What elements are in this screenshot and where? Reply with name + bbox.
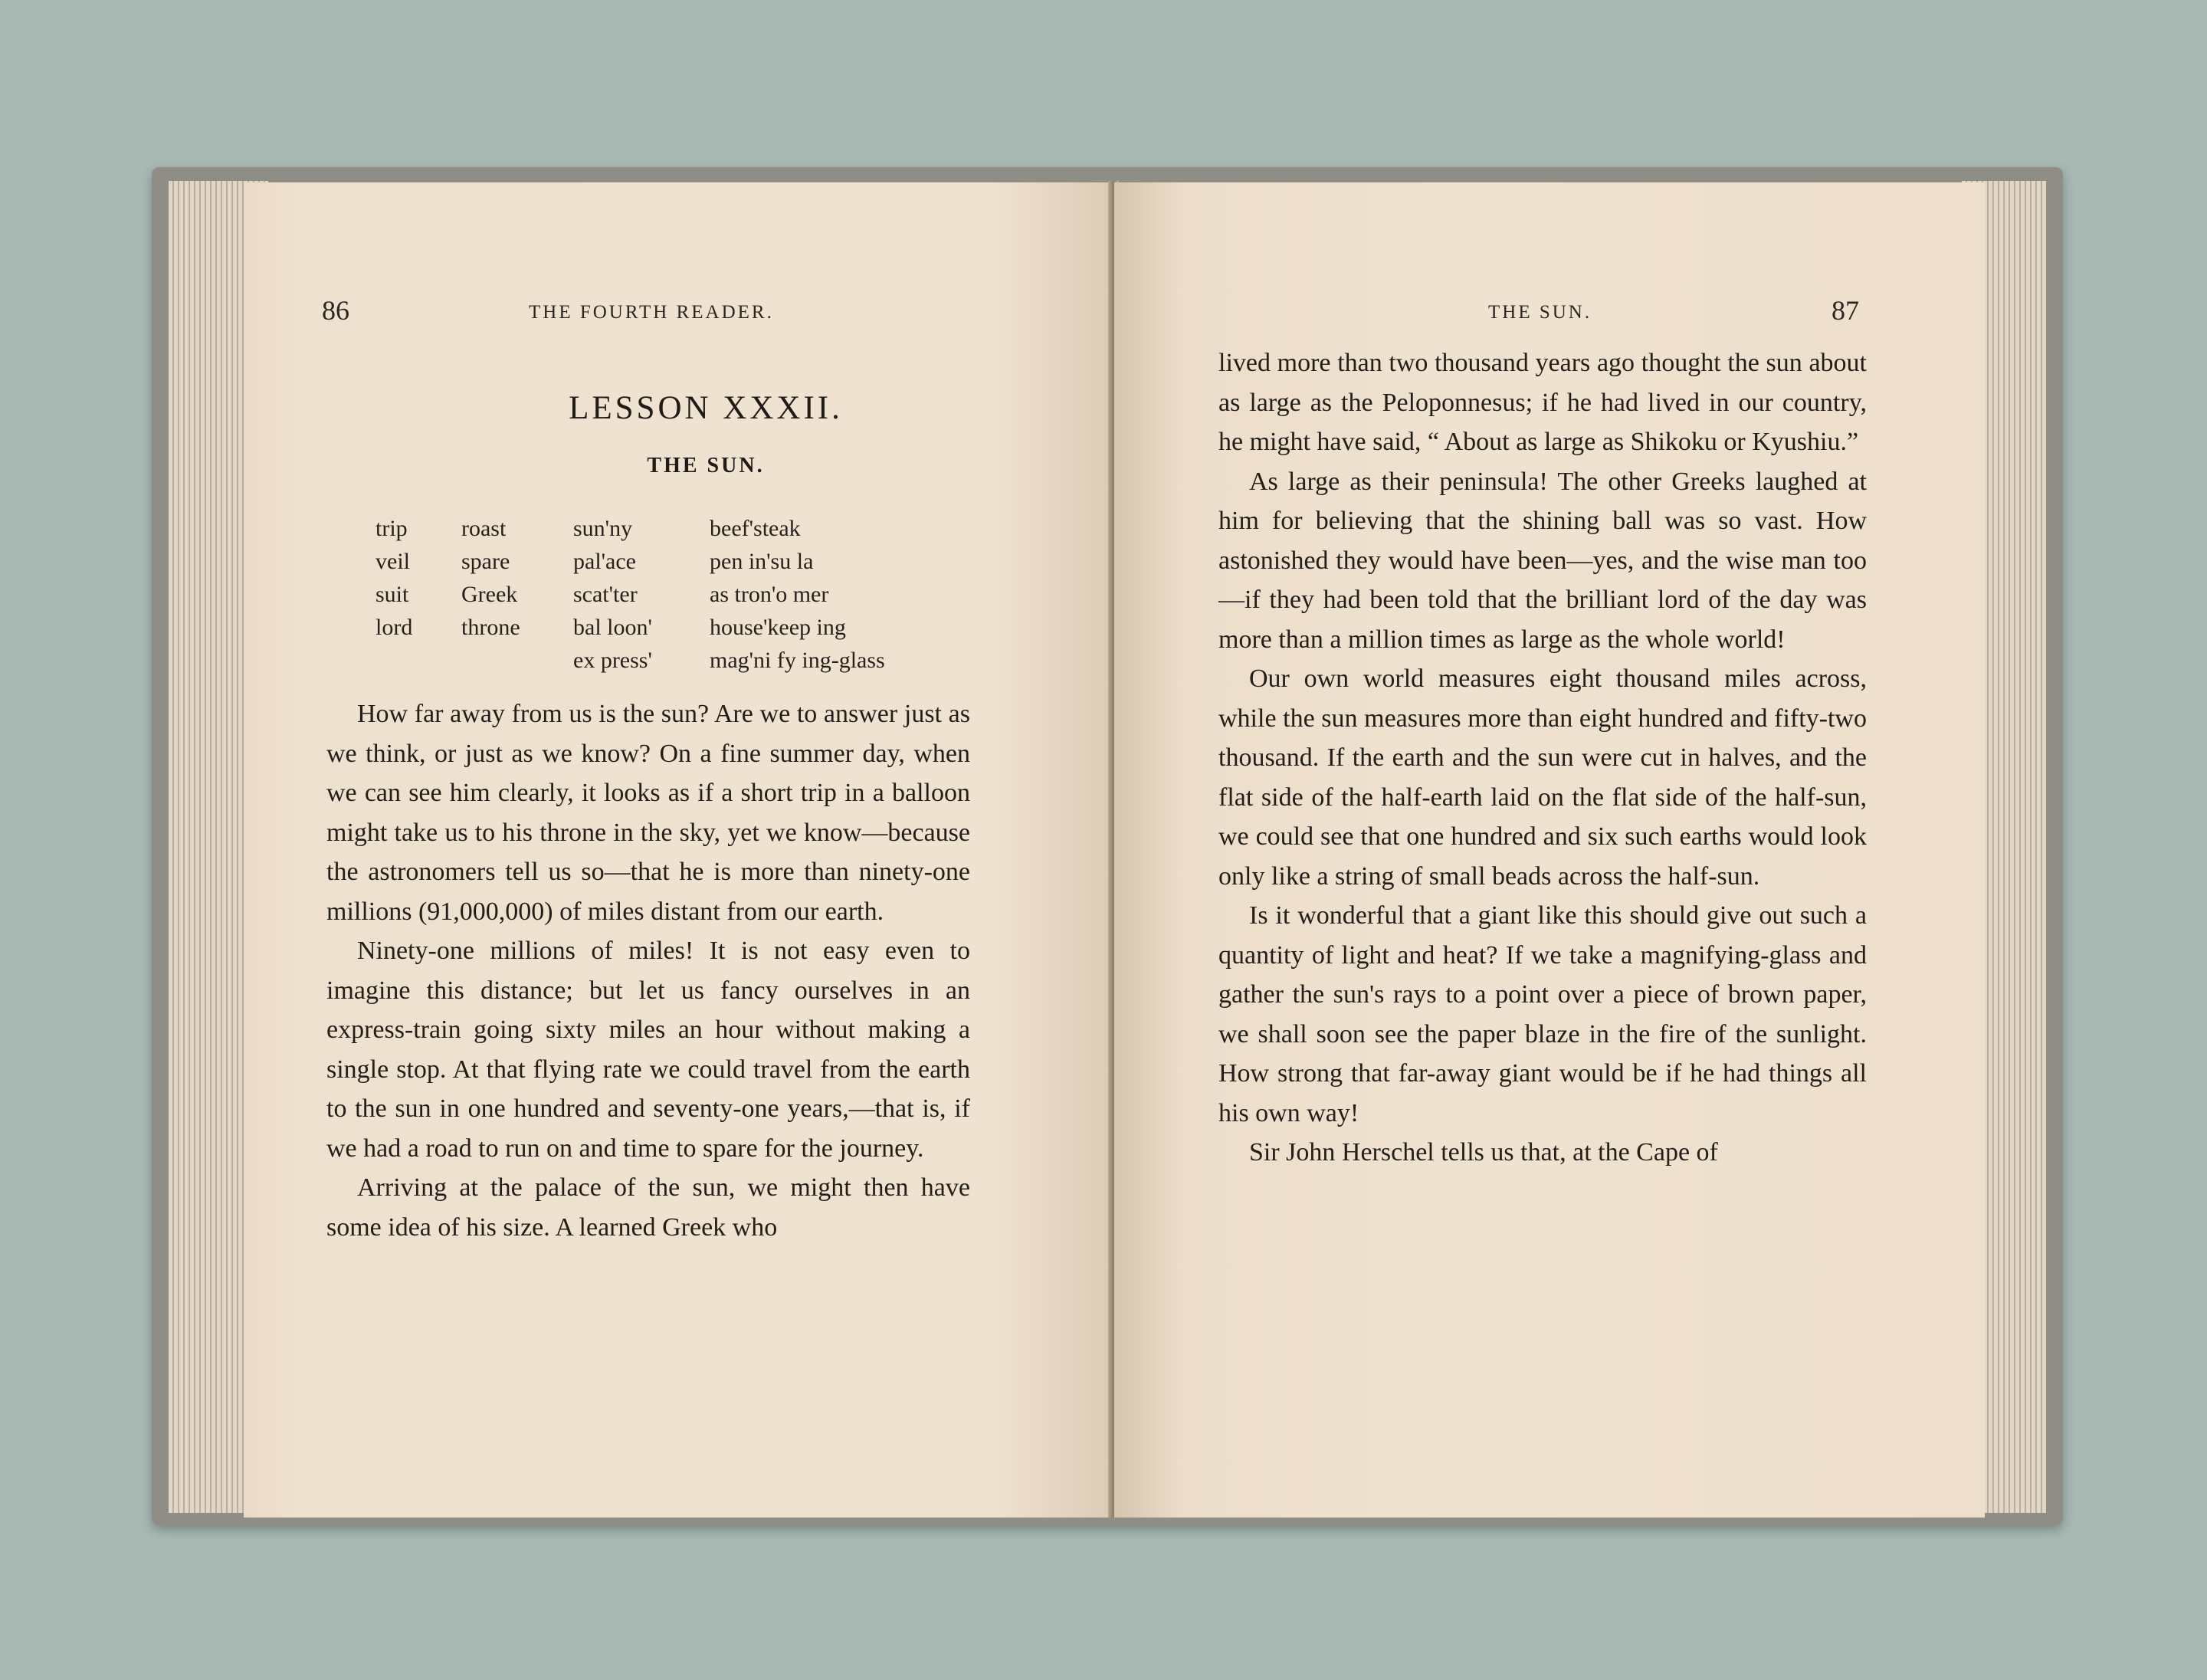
- right-body-text: [1218, 343, 1867, 1173]
- vocab-word: beef'steak: [710, 516, 801, 541]
- page-number: 86: [322, 295, 349, 326]
- vocab-column-2: [461, 512, 520, 644]
- vocab-word: Greek: [461, 582, 518, 607]
- paragraph: How far away from us is the sun? Are we to answer just as we think, or just as we know? On a fine summer day, when we can see him clearly, it looks as if a short trip in a balloon might take us to his throne in the sky, yet we know—because the astronomers tell us so—that he is more than ninety-one millions (91,000,000) of miles distant from our earth.: [326, 700, 970, 926]
- vocab-word: trip: [375, 516, 408, 541]
- lesson-title: LESSON XXXII.: [569, 390, 843, 426]
- vocab-word: suit: [375, 582, 409, 607]
- right-page: [1114, 182, 1985, 1518]
- vocab-word: house'keep ing: [710, 615, 846, 640]
- vocab-column-4: [710, 512, 885, 677]
- vocab-word: scat'ter: [573, 582, 638, 607]
- vocab-word: as tron'o mer: [710, 582, 829, 607]
- left-body-text: [326, 694, 970, 1247]
- running-head: THE FOURTH READER.: [529, 302, 774, 323]
- vocab-word: bal loon': [573, 615, 652, 640]
- running-head: THE SUN.: [1488, 302, 1592, 323]
- paragraph: Our own world measures eight thousand miles across, while the sun measures more than eight hundred and fifty-two thousand. If the earth and the sun were cut in halves, and the flat side of the half-earth laid on the flat side of the half-sun, we could see that one hundred and six such earths would look only like a string of small beads across the half-sun.: [1218, 664, 1867, 891]
- paragraph: Sir John Herschel tells us that, at the Cape of: [1249, 1138, 1718, 1166]
- vocab-word: veil: [375, 549, 410, 574]
- vocab-column-3: [573, 512, 652, 677]
- paragraph: Ninety-one millions of miles! It is not easy even to imagine this distance; but let us fancy ourselves in an express-train going sixty miles an hour without making a single stop. At that flying rate we could travel from the earth to the sun in one hundred and seventy-one years,—that is, if we had a road to run on and time to spare for the journey.: [326, 937, 970, 1163]
- paragraph: Arriving at the palace of the sun, we might then have some idea of his size. A learned Greek who: [326, 1173, 970, 1242]
- paragraph: lived more than two thousand years ago thought the sun about as large as the Peloponnesus; if he had lived in our country, he might have said, “ About as large as Shikoku or Kyushiu.”: [1218, 349, 1867, 456]
- vocab-column-1: [375, 512, 412, 644]
- vocab-word: lord: [375, 615, 413, 640]
- vocab-word: roast: [461, 516, 507, 541]
- vocab-word: sun'ny: [573, 516, 633, 541]
- page-number: 87: [1832, 295, 1859, 326]
- paragraph: As large as their peninsula! The other Greeks laughed at him for believing that the shining ball was so vast. How astonished they would have been—yes, and the wise man too—if they had been told that the brilliant lord of the day was more than a million times as large as the whole world!: [1218, 467, 1867, 654]
- vocab-word: ex press': [573, 648, 652, 673]
- left-page: [244, 182, 1126, 1518]
- vocab-word: pen in'su la: [710, 549, 814, 574]
- vocab-word: mag'ni fy ing-glass: [710, 648, 885, 673]
- vocab-word: spare: [461, 549, 510, 574]
- vocab-word: throne: [461, 615, 520, 640]
- lesson-subtitle: THE SUN.: [647, 454, 765, 477]
- paragraph: Is it wonderful that a giant like this should give out such a quantity of light and heat? If we take a magnifying-glass and gather the sun's rays to a point over a piece of brown paper, we shall soon see the paper blaze in the fire of the sunlight. How strong that far-away giant would be if he had things all his own way!: [1218, 901, 1867, 1127]
- vocab-word: pal'ace: [573, 549, 637, 574]
